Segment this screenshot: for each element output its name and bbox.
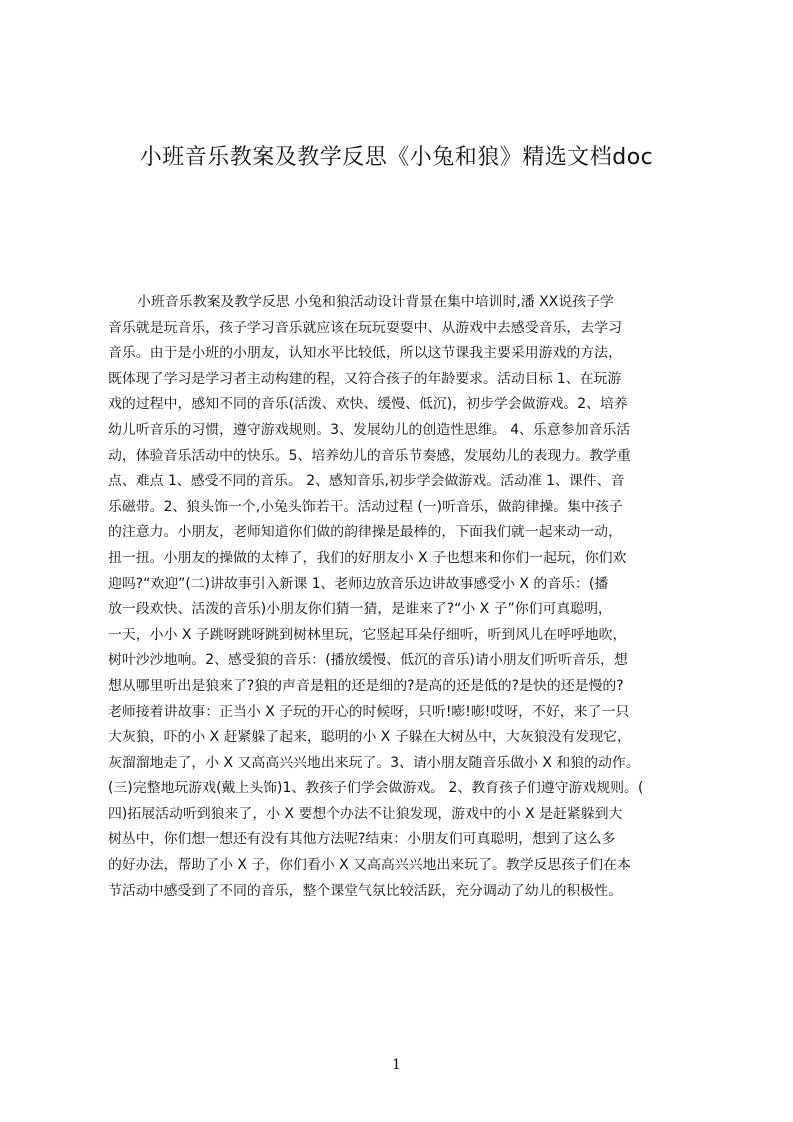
body-line: 戏的过程中，感知不同的音乐(活泼、欢快、缓慢、低沉)，初步学会做游戏。2、培养: [108, 396, 628, 413]
body-line: 动，体验音乐活动中的快乐。5、培养幼儿的音乐节奏感，发展幼儿的表现力。教学重: [108, 447, 631, 464]
body-line: 音乐就是玩音乐，孩子学习音乐就应该在玩玩耍耍中、从游戏中去感受音乐，去学习: [108, 319, 622, 336]
body-line: 大灰狼，吓的小 X 赶紧躲了起来，聪明的小 X 子躲在大树丛中，大灰狼没有发现它，: [108, 729, 631, 746]
body-line: 老师接着讲故事：正当小 X 子玩的开心的时候呀，只听!嘭!嘭!哎呀，不好，来了一只: [108, 703, 630, 720]
body-line: 想从哪里听出是狼来了?狼的声音是粗的还是细的?是高的还是低的?是快的还是慢的?: [108, 677, 624, 694]
page-number: 1: [392, 1057, 401, 1073]
body-line: 树丛中，你们想一想还有没有其他方法呢?结束：小朋友们可真聪明，想到了这么多: [108, 831, 616, 848]
body-line: 树叶沙沙地响。2、感受狼的音乐：(播放缓慢、低沉的音乐)请小朋友们听听音乐，想: [108, 652, 628, 669]
document-title: 小班音乐教案及教学反思《小兔和狼》精选文档doc: [139, 145, 654, 170]
body-line: 乐磁带。2、狼头饰一个,小兔头饰若干。活动过程 (一)听音乐，做韵律操。集中孩子: [108, 498, 623, 515]
body-line: 既体现了学习是学习者主动构建的程，又符合孩子的年龄要求。活动目标 1、在玩游: [108, 370, 622, 387]
body-line: 的注意力。小朋友，老师知道你们做的韵律操是最棒的，下面我们就一起来动一动，: [108, 524, 622, 541]
body-line: 点、难点 1、感受不同的音乐。 2、感知音乐,初步学会做游戏。活动准 1、课件、音: [108, 473, 625, 490]
body-line: 迎吗?“欢迎”(二)讲故事引入新课 1、老师边放音乐边讲故事感受小 X 的音乐：(播: [108, 575, 609, 592]
document-body: [108, 290, 696, 940]
body-line: 音乐。由于是小班的小朋友，认知水平比较低，所以这节课我主要采用游戏的方法，: [108, 345, 622, 362]
body-line: (三)完整地玩游戏(戴上头饰)1、教孩子们学会做游戏。 2、教育孩子们遵守游戏规则。(: [108, 780, 644, 797]
body-line: 放一段欢快、活泼的音乐)小朋友你们猜一猜，是谁来了?“小 X 子”你们可真聪明，: [108, 601, 612, 618]
body-line: 四)拓展活动听到狼来了，小 X 要想个办法不让狼发现，游戏中的小 X 是赶紧躲到大: [108, 805, 623, 822]
body-line: 一天，小小 X 子跳呀跳呀跳到树林里玩，它竖起耳朵仔细听，听到风儿在呼呼地吹，: [108, 626, 627, 643]
body-line: 的好办法，帮助了小 X 子，你们看小 X 又高高兴兴地出来玩了。教学反思孩子们在本: [108, 857, 631, 874]
body-line: 幼儿听音乐的习惯，遵守游戏规则。3、发展幼儿的创造性思维。 4、乐意参加音乐活: [108, 421, 631, 438]
body-line: 扭一扭。小朋友的操做的太棒了，我们的好朋友小 X 子也想来和你们一起玩，你们欢: [108, 549, 627, 566]
body-line: 节活动中感受到了不同的音乐，整个课堂气氛比较活跃，充分调动了幼儿的积极性。: [108, 882, 622, 899]
body-line: 灰溜溜地走了，小 X 又高高兴兴地出来玩了。3、请小朋友随音乐做小 X 和狼的动作。: [108, 754, 640, 771]
body-line: 小班音乐教案及教学反思 小兔和狼活动设计背景在集中培训时,潘 XX说孩子学: [137, 294, 614, 310]
